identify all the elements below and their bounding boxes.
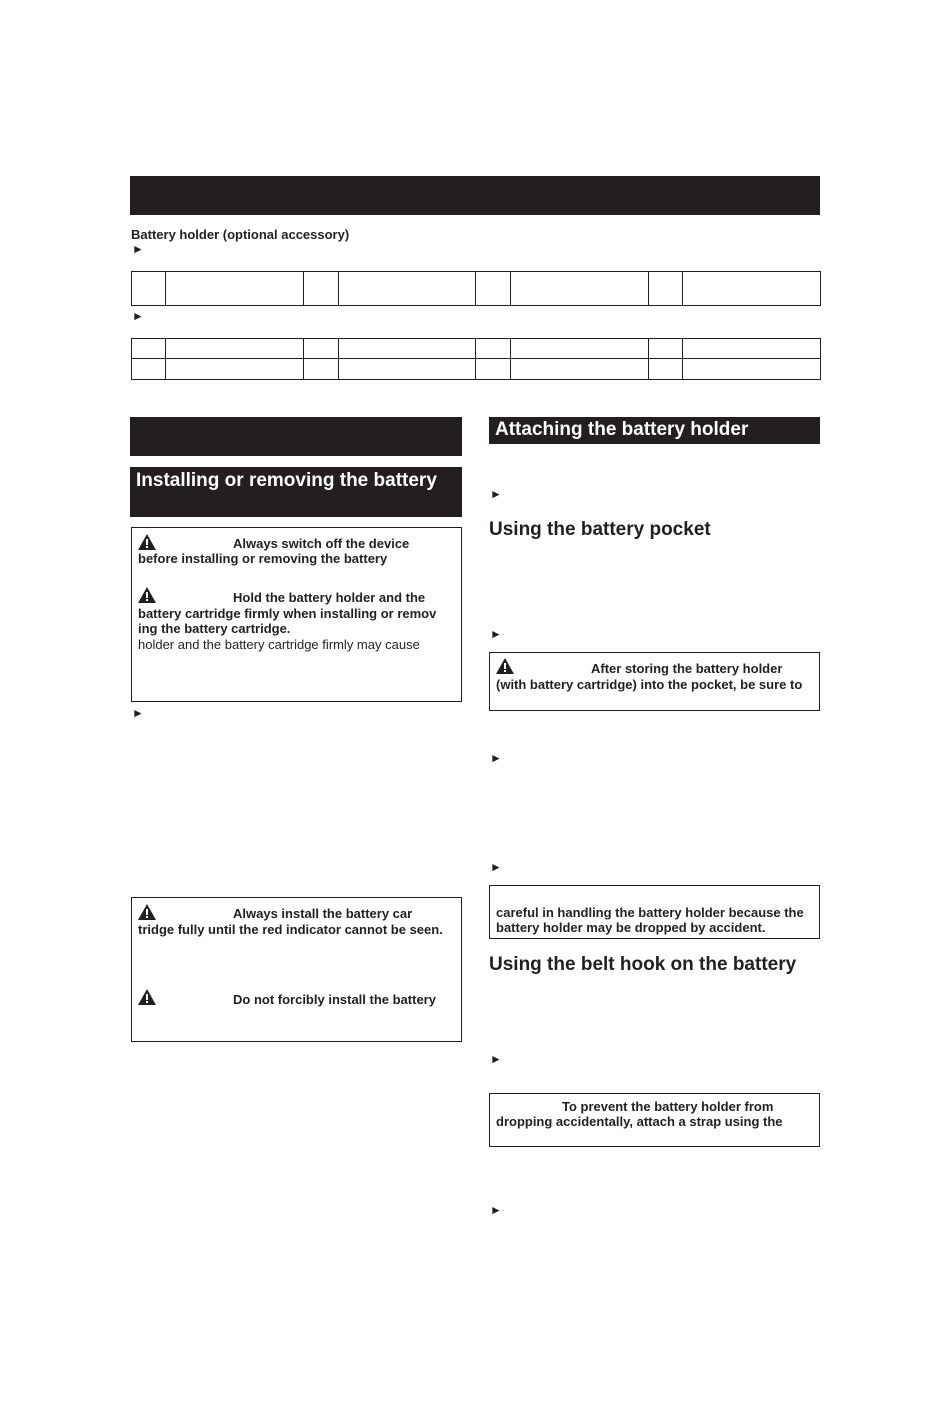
legend-table-1 (131, 271, 821, 306)
caution-text: After storing the battery holder (591, 661, 783, 676)
note-text: careful in handling the battery holder because the (496, 905, 804, 920)
battery-pocket-title: Using the battery pocket (489, 519, 711, 540)
belt-hook-title: Using the belt hook on the battery (489, 954, 797, 975)
arrow-icon: ► (490, 487, 502, 501)
caution-box-3 (489, 652, 820, 711)
note-text: dropping accidentally, attach a strap using the (496, 1114, 783, 1129)
arrow-icon: ► (490, 627, 502, 641)
caution-text: battery cartridge firmly when installing or remov (138, 606, 437, 621)
caution-text: (with battery cartridge) into the pocket, be sure to (496, 677, 803, 692)
warning-icon (138, 989, 156, 1005)
warning-icon (496, 658, 514, 674)
arrow-icon: ► (132, 706, 144, 720)
warning-icon (138, 534, 156, 550)
arrow-icon: ► (490, 1203, 502, 1217)
arrow-icon: ► (490, 860, 502, 874)
caution-text: before installing or removing the battery (138, 551, 388, 566)
attach-title: Attaching the battery holder (495, 419, 749, 440)
install-remove-title: Installing or removing the battery (136, 470, 437, 491)
arrow-icon: ► (132, 242, 144, 256)
caution-text: tridge fully until the red indicator cannot be seen. (138, 922, 443, 937)
warning-icon (138, 904, 156, 920)
arrow-icon: ► (490, 1052, 502, 1066)
note-text: To prevent the battery holder from (562, 1099, 774, 1114)
arrow-icon: ► (490, 751, 502, 765)
top-header-bar (130, 176, 820, 215)
caution-box-2 (131, 897, 462, 1042)
install-remove-title-bar (130, 467, 462, 517)
caution-box-1 (131, 527, 462, 702)
caution-text: holder and the battery cartridge firmly may cause (138, 637, 420, 652)
left-section-bar (130, 417, 462, 456)
caution-text: Do not forcibly install the battery (233, 992, 436, 1007)
note-text: battery holder may be dropped by accident. (496, 920, 766, 935)
legend-table-2 (131, 338, 821, 380)
attach-title-bar (489, 417, 820, 444)
caution-text: Always install the battery car (233, 906, 413, 921)
arrow-icon: ► (132, 309, 144, 323)
caution-text: ing the battery cartridge. (138, 621, 291, 636)
caution-text: Hold the battery holder and the (233, 590, 426, 605)
note-box-5 (489, 1093, 820, 1147)
note-box-4 (489, 885, 820, 939)
warning-icon (138, 587, 156, 603)
caution-text: Always switch off the device (233, 536, 410, 551)
battery-holder-caption: Battery holder (optional accessory) (131, 227, 350, 242)
